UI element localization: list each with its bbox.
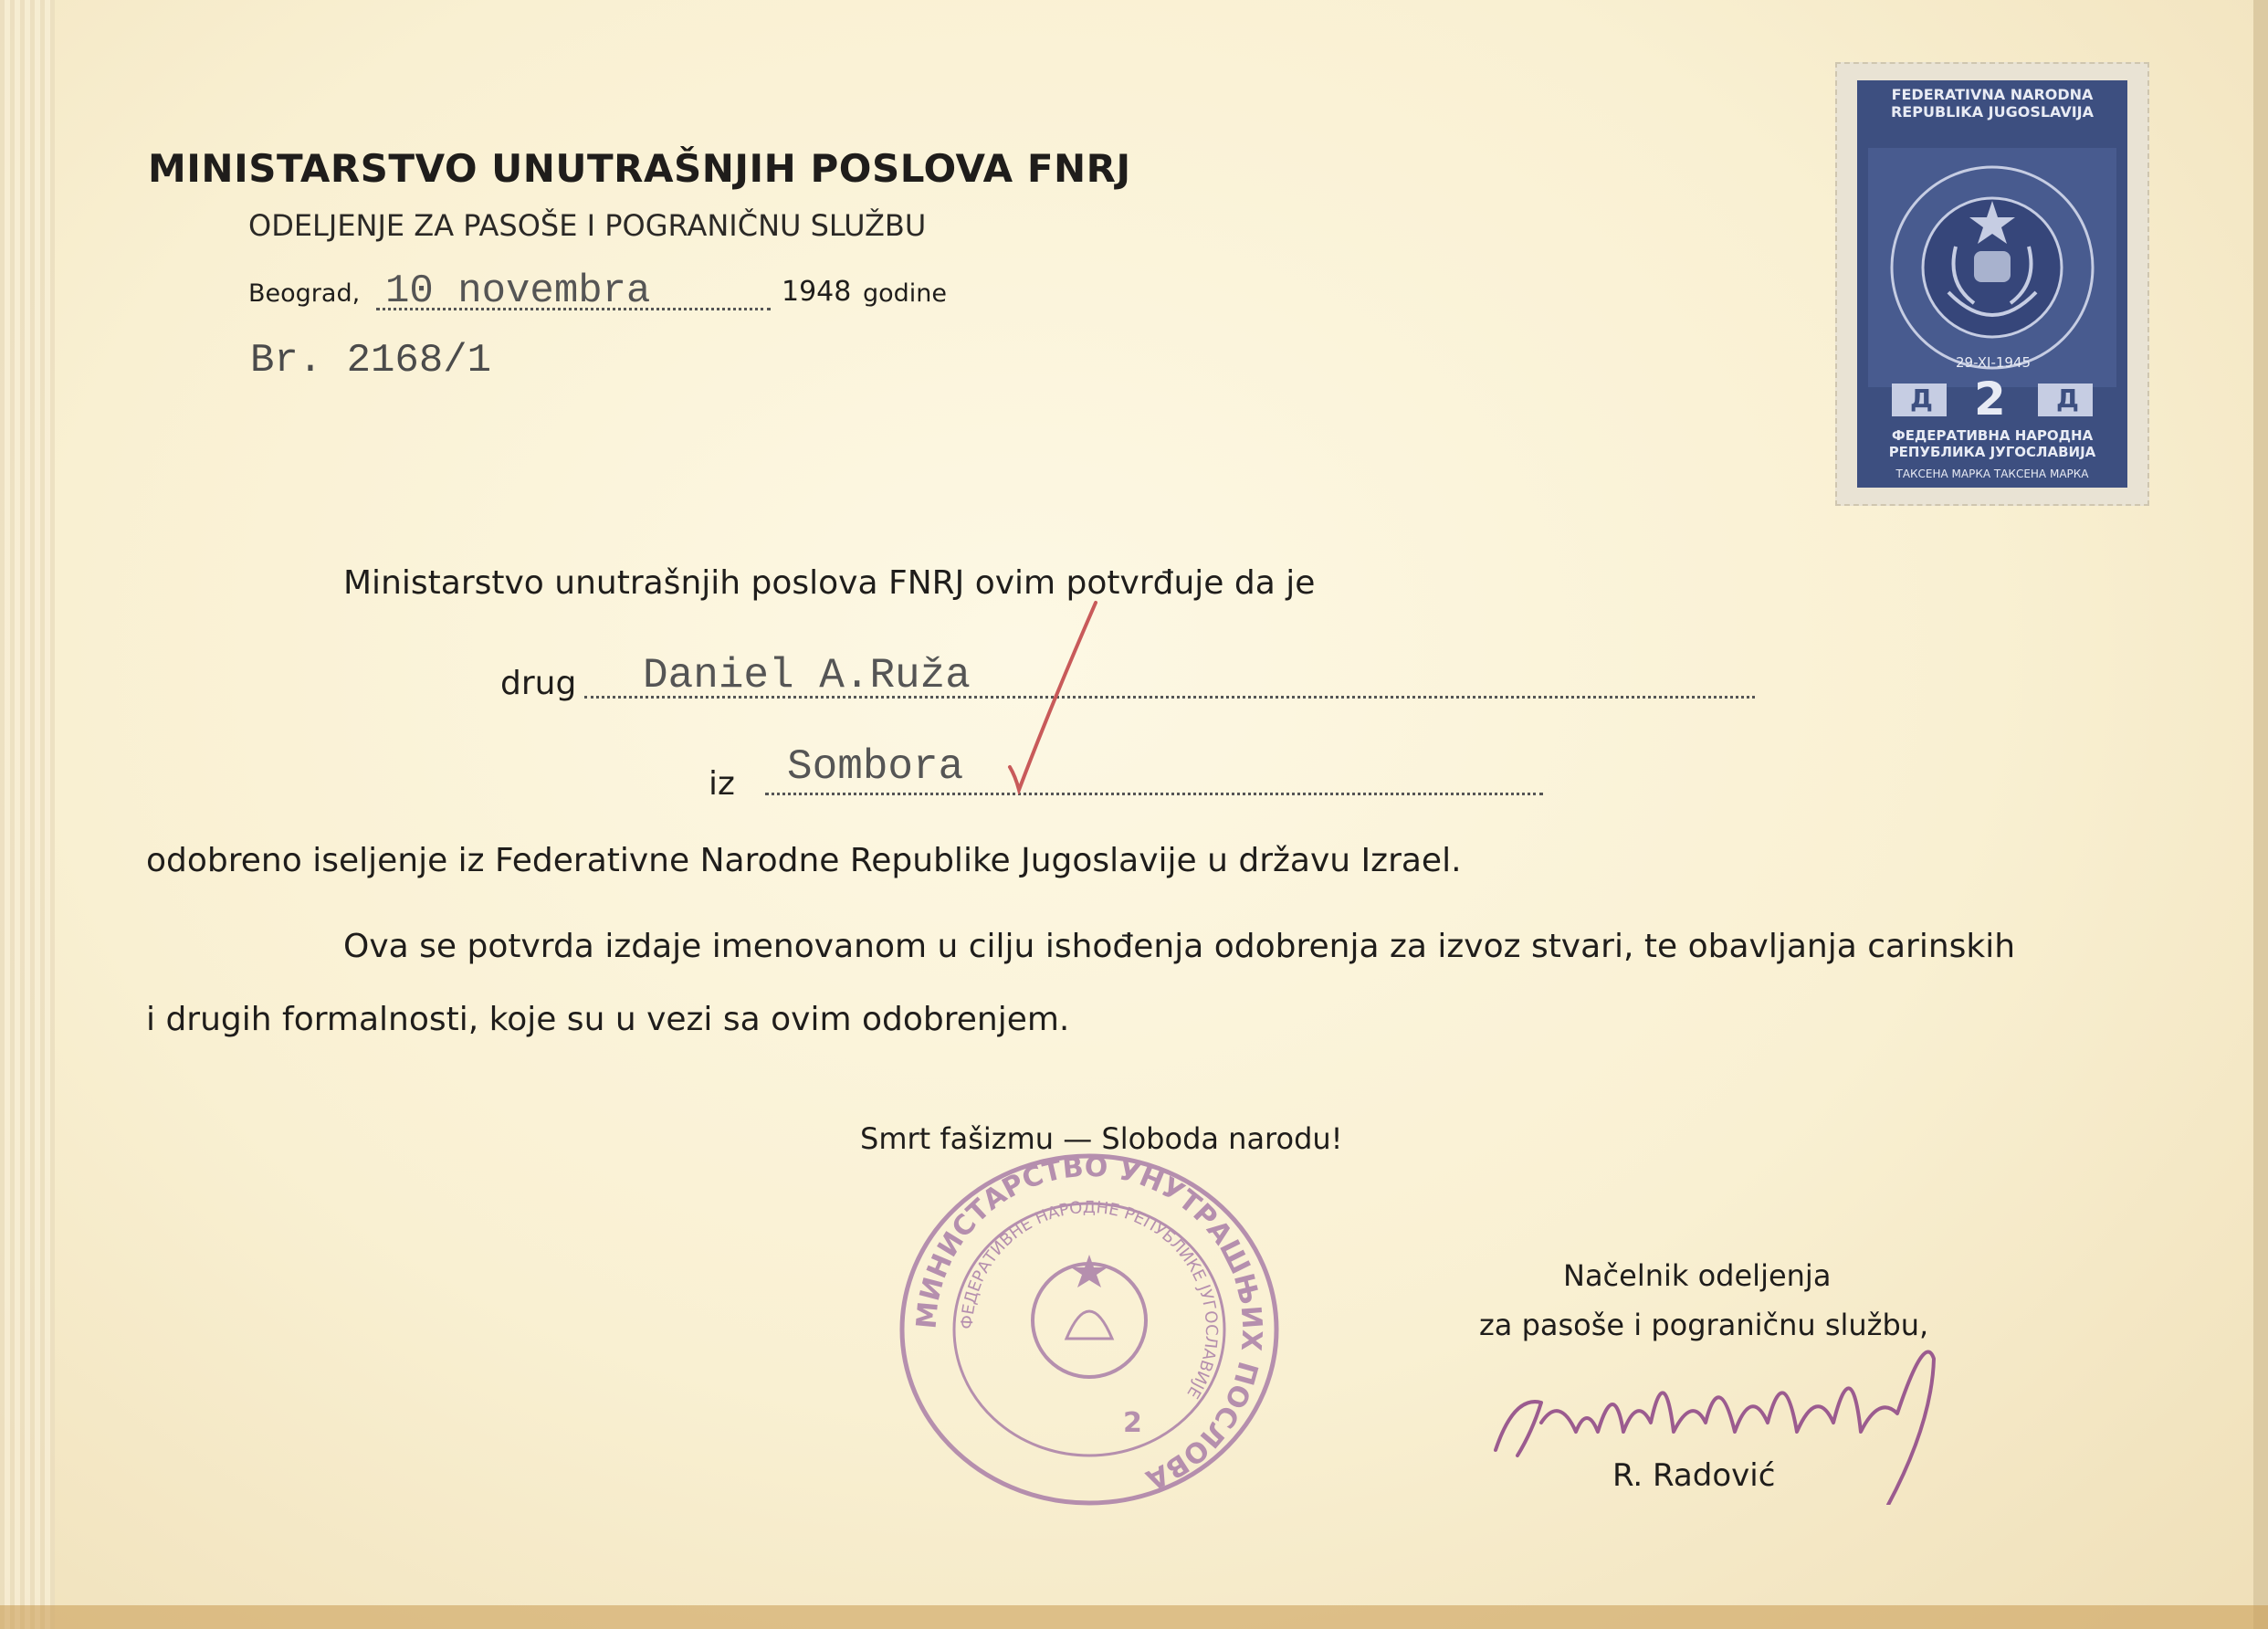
signatory-title-2: za pasoše i pograničnu službu,: [1479, 1308, 1929, 1342]
purpose-line-1: Ova se potvrda izdaje imenovanom u cilju ishođenja odobrenja za izvoz stvari, te obavljanja carinskih: [343, 928, 2016, 965]
date-typed: 10 novembra: [385, 268, 651, 314]
approval-sentence: odobreno iseljenje iz Federativne Narodne Republike Jugoslavije u državu Izrael.: [146, 842, 1462, 879]
purpose-line-2: i drugih formalnosti, koje su u vezi sa ovim odobrenjem.: [146, 1001, 1070, 1038]
page-edge-right: [2253, 0, 2268, 1629]
page-edge-left: [0, 0, 55, 1629]
seal-outer-text: МИНИСТАРСТВО УНУТРАШЊИХ ПОСЛОВА: [910, 1151, 1268, 1496]
stamp-date: 29-XI-1945: [1956, 354, 2032, 371]
year-suffix: godine: [863, 279, 948, 308]
from-leader: [765, 793, 1543, 795]
stamp-currency: Д: [1910, 384, 1933, 414]
seal-inner-text: ФЕДЕРАТИВНЕ НАРОДНЕ РЕПУБЛИКЕ ЈУГОСЛАВИЈЕ: [957, 1197, 1222, 1403]
name-value: Daniel A.Ruža: [643, 652, 971, 699]
place-label: Beograd,: [248, 279, 361, 308]
from-label: iz: [709, 765, 735, 803]
stamp-top-text: FEDERATIVNA NARODNA REPUBLIKA JUGOSLAVIJA: [1890, 86, 2095, 121]
year: 1948: [782, 276, 852, 308]
stamp-label: ТАКСЕНА МАРКА ТАКСЕНА МАРКА: [1895, 468, 2089, 480]
reference-number: Br. 2168/1: [250, 338, 492, 384]
from-value: Sombora: [787, 743, 964, 791]
signatory-title-1: Načelnik odeljenja: [1563, 1258, 1832, 1293]
signatory-name: R. Radović: [1612, 1457, 1776, 1494]
stamp-currency-right: Д: [2056, 384, 2079, 414]
page-edge-bottom: [0, 1605, 2268, 1629]
name-label: drug: [500, 665, 577, 702]
official-seal: [893, 1147, 1286, 1512]
stamp-bottom-text: ФЕДЕРАТИВНА НАРОДНА РЕПУБЛИКА ЈУГОСЛАВИЈА: [1888, 427, 2096, 460]
intro-sentence: Ministarstvo unutrašnjih poslova FNRJ ovim potvrđuje da je: [343, 564, 1316, 602]
slogan: Smrt fašizmu — Sloboda narodu!: [860, 1121, 1343, 1156]
department-subtitle: ODELJENJE ZA PASOŠE I POGRANIČNU SLUŽBU: [248, 208, 927, 243]
ministry-title: MINISTARSTVO UNUTRAŠNJIH POSLOVA FNRJ: [148, 146, 1131, 191]
svg-text:ФЕДЕРАТИВНЕ НАРОДНЕ РЕПУБЛИКЕ: [958, 1198, 1221, 1402]
red-check-mark: [997, 594, 1107, 794]
seal-number: 2: [1123, 1407, 1142, 1439]
official-seal-graphic: [893, 1147, 1286, 1512]
stamp-value: 2: [1974, 373, 2006, 426]
revenue-stamp: [1835, 62, 2149, 506]
